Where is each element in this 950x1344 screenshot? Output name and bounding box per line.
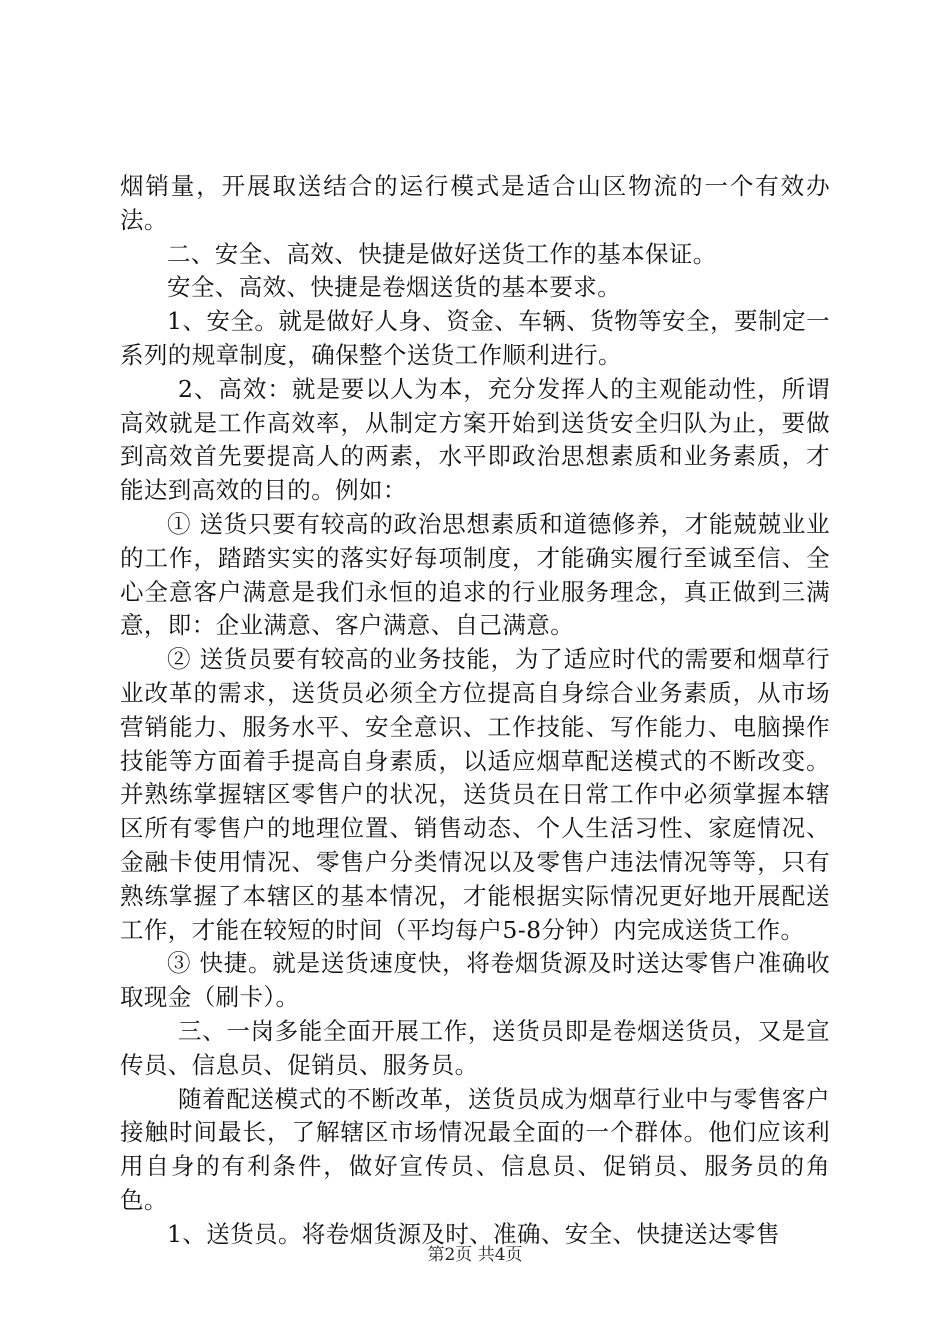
section-heading-2: 二、安全、高效、快捷是做好送货工作的基本保证。 [167, 239, 717, 268]
page-footer: 第2页 共4页 [427, 1245, 523, 1265]
paragraph-safety: 1、安全。就是做好人身、资金、车辆、货物等安全，要制定一系列的规章制度，确保整个送货工作顺利进行。 [120, 307, 830, 369]
paragraph-roles: 随着配送模式的不断改革，送货员成为烟草行业中与零售客户接触时间最长，了解辖区市场情况最全面的一个群体。他们应该利用自身的有利条件，做好宣传员、信息员、促销员、服务员的角色。 [120, 1084, 830, 1214]
paragraph-item-3: ③ 快捷。就是送货速度快，将卷烟货源及时送达零售户准确收取现金（刷卡）。 [120, 949, 830, 1012]
paragraph-item-1: ① 送货只要有较高的政治思想素质和道德修养，才能兢兢业业的工作，踏踏实实的落实好每项制度，才能确实履行至诚至信、全心全意客户满意是我们永恒的追求的行业服务理念，真正做到三满意，即：企业满意、客户满意、自己满意。 [120, 509, 830, 640]
section-heading-3: 三、一岗多能全面开展工作，送货员即是卷烟送货员，又是宣传员、信息员、促销员、服务员。 [120, 1016, 830, 1079]
paragraph-3: 安全、高效、快捷是卷烟送货的基本要求。 [167, 273, 622, 302]
paragraph-1: 烟销量，开展取送结合的运行模式是适合山区物流的一个有效办法。 [120, 172, 830, 234]
paragraph-item-2: ② 送货员要有较高的业务技能，为了适应时代的需要和烟草行业改革的需求，送货员必须全方位提高自身综合业务素质，从市场营销能力、服务水平、安全意识、工作技能、写作能力、电脑操作技能等方面着手提高自身素质，以适应烟草配送模式的不断改变。并熟练掌握辖区零售户的状况，送货员在日常工作中必须掌握本辖区所有零售户的地理位置、销售动态、个人生活习性、家庭情况、金融卡使用情况、零售户分类情况以及零售户违法情况等等，只有熟练掌握了本辖区的基本情况，才能根据实际情况更好地开展配送工作，才能在较短的时间（平均每户5-8分钟）内完成送货工作。 [120, 645, 830, 944]
paragraph-delivery: 1、送货员。将卷烟货源及时、准确、安全、快捷送达零售 [167, 1219, 780, 1248]
document-body [120, 170, 830, 1252]
paragraph-efficiency: 2、高效：就是要以人为本，充分发挥人的主观能动性，所谓高效就是工作高效率，从制定方案开始到送货安全归队为止，要做到高效首先要提高人的两素，水平即政治思想素质和业务素质，才能达到高效的目的。例如： [120, 374, 830, 505]
